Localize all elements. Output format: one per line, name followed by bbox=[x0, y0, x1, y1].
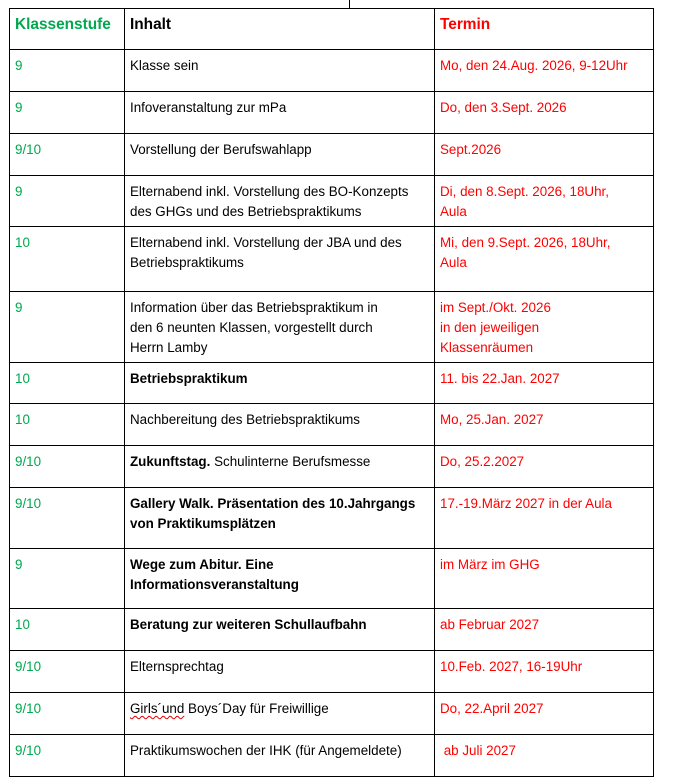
table-row bbox=[10, 446, 654, 488]
inhalt-cell: Nachbereitung des Betriebspraktikums bbox=[125, 404, 435, 446]
table-row bbox=[10, 651, 654, 693]
table-row bbox=[10, 363, 654, 404]
schedule-table bbox=[9, 8, 654, 777]
termin-cell: 10.Feb. 2027, 16-19Uhr bbox=[435, 651, 654, 693]
table-row bbox=[10, 549, 654, 609]
stufe-cell: 10 bbox=[10, 363, 125, 404]
inhalt-cell: Elternsprechtag bbox=[125, 651, 435, 693]
stufe-cell: 9/10 bbox=[10, 651, 125, 693]
termin-cell: im März im GHG bbox=[435, 549, 654, 609]
table-row bbox=[10, 227, 654, 292]
inhalt-line: von Praktikumsplätzen bbox=[130, 516, 276, 531]
termin-cell: Do, 25.2.2027 bbox=[435, 446, 654, 488]
stufe-cell: 9/10 bbox=[10, 446, 125, 488]
stufe-cell: 9 bbox=[10, 176, 125, 227]
inhalt-cell bbox=[125, 549, 435, 609]
table-row bbox=[10, 609, 654, 651]
termin-cell bbox=[435, 292, 654, 363]
inhalt-rest-part: Boys´Day für Freiwillige bbox=[184, 701, 329, 716]
inhalt-cell bbox=[125, 446, 435, 488]
inhalt-line: Informationsveranstaltung bbox=[130, 577, 299, 592]
stufe-cell: 9/10 bbox=[10, 735, 125, 777]
table-row bbox=[10, 735, 654, 777]
termin-cell: 11. bis 22.Jan. 2027 bbox=[435, 363, 654, 404]
stufe-cell: 9 bbox=[10, 549, 125, 609]
inhalt-line: Gallery Walk. Präsentation des 10.Jahrgangs bbox=[130, 496, 416, 511]
termin-cell: ab Februar 2027 bbox=[435, 609, 654, 651]
inhalt-cell: Vorstellung der Berufswahlapp bbox=[125, 134, 435, 176]
termin-line: in den jeweiligen bbox=[440, 320, 540, 335]
inhalt-cell bbox=[125, 292, 435, 363]
termin-line: Mi, den 9.Sept. 2026, 18Uhr, bbox=[440, 235, 611, 250]
termin-cell: Mo, 25.Jan. 2027 bbox=[435, 404, 654, 446]
table-row bbox=[10, 134, 654, 176]
inhalt-cell bbox=[125, 227, 435, 292]
inhalt-cell: Beratung zur weiteren Schullaufbahn bbox=[125, 609, 435, 651]
stufe-cell: 9 bbox=[10, 50, 125, 92]
inhalt-cell bbox=[125, 488, 435, 549]
inhalt-spellcheck-part: Girls´und bbox=[130, 701, 185, 716]
stufe-cell: 10 bbox=[10, 609, 125, 651]
inhalt-line: Elternabend inkl. Vorstellung der JBA und des bbox=[130, 235, 402, 250]
termin-line: Di, den 8.Sept. 2026, 18Uhr, bbox=[440, 184, 609, 199]
stufe-cell: 9/10 bbox=[10, 693, 125, 735]
inhalt-bold-part: Zukunftstag. bbox=[130, 454, 211, 469]
termin-cell: Do, 22.April 2027 bbox=[435, 693, 654, 735]
inhalt-line: Wege zum Abitur. Eine bbox=[130, 557, 274, 572]
header-termin: Termin bbox=[435, 9, 654, 50]
inhalt-line: Information über das Betriebspraktikum in bbox=[130, 300, 378, 315]
inhalt-cell: Klasse sein bbox=[125, 50, 435, 92]
stufe-cell: 9/10 bbox=[10, 134, 125, 176]
termin-cell: ab Juli 2027 bbox=[435, 735, 654, 777]
termin-cell: Sept.2026 bbox=[435, 134, 654, 176]
termin-cell bbox=[435, 227, 654, 292]
inhalt-cell: Infoveranstaltung zur mPa bbox=[125, 92, 435, 134]
termin-line: Aula bbox=[440, 204, 467, 219]
table-row bbox=[10, 488, 654, 549]
inhalt-cell: Betriebspraktikum bbox=[125, 363, 435, 404]
termin-line: im Sept./Okt. 2026 bbox=[440, 300, 551, 315]
inhalt-line: des GHGs und des Betriebspraktikums bbox=[130, 204, 362, 219]
table-row bbox=[10, 92, 654, 134]
termin-cell: Mo, den 24.Aug. 2026, 9-12Uhr bbox=[435, 50, 654, 92]
inhalt-cell: Praktikumswochen der IHK (für Angemeldete) bbox=[125, 735, 435, 777]
header-inhalt: Inhalt bbox=[125, 9, 435, 50]
table-row bbox=[10, 292, 654, 363]
stufe-cell: 9/10 bbox=[10, 488, 125, 549]
stufe-cell: 10 bbox=[10, 227, 125, 292]
table-row bbox=[10, 176, 654, 227]
header-klassenstufe: Klassenstufe bbox=[10, 9, 125, 50]
stufe-cell: 9 bbox=[10, 92, 125, 134]
top-divider-line bbox=[349, 0, 350, 8]
termin-line: Klassenräumen bbox=[440, 340, 534, 355]
table-row bbox=[10, 50, 654, 92]
inhalt-line: den 6 neunten Klassen, vorgestellt durch bbox=[130, 320, 373, 335]
termin-cell bbox=[435, 176, 654, 227]
inhalt-cell bbox=[125, 693, 435, 735]
inhalt-rest-part: Schulinterne Berufsmesse bbox=[210, 454, 371, 469]
termin-line: Aula bbox=[440, 255, 467, 270]
termin-cell: 17.-19.März 2027 in der Aula bbox=[435, 488, 654, 549]
stufe-cell: 9 bbox=[10, 292, 125, 363]
table-row bbox=[10, 693, 654, 735]
inhalt-line: Elternabend inkl. Vorstellung des BO-Konzepts bbox=[130, 184, 409, 199]
inhalt-line: Herrn Lamby bbox=[130, 340, 208, 355]
stufe-cell: 10 bbox=[10, 404, 125, 446]
table-row bbox=[10, 404, 654, 446]
termin-cell: Do, den 3.Sept. 2026 bbox=[435, 92, 654, 134]
inhalt-line: Betriebspraktikums bbox=[130, 255, 244, 270]
inhalt-cell bbox=[125, 176, 435, 227]
header-row bbox=[10, 9, 654, 50]
